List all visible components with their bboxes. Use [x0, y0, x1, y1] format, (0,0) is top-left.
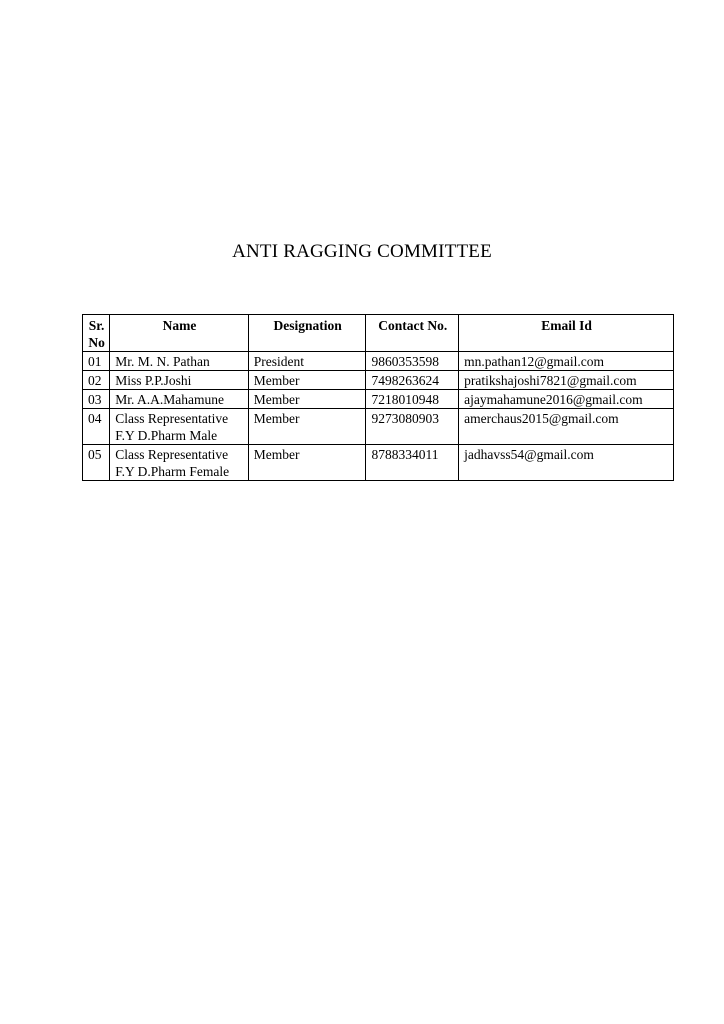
header-sr-no	[83, 315, 110, 352]
cell-name-line1: Mr. A.A.Mahamune	[115, 392, 224, 407]
cell-designation: Member	[248, 409, 366, 445]
cell-email: jadhavss54@gmail.com	[459, 445, 674, 481]
table-row	[83, 409, 674, 445]
committee-table	[82, 314, 674, 481]
table-row	[83, 352, 674, 371]
cell-designation: Member	[248, 371, 366, 390]
cell-email: ajaymahamune2016@gmail.com	[459, 390, 674, 409]
cell-name	[110, 352, 248, 371]
cell-name-line1: Mr. M. N. Pathan	[115, 354, 210, 369]
cell-designation: Member	[248, 445, 366, 481]
header-designation: Designation	[248, 315, 366, 352]
cell-name-line1: Miss P.P.Joshi	[115, 373, 192, 388]
cell-designation: Member	[248, 390, 366, 409]
cell-contact: 7498263624	[366, 371, 459, 390]
cell-contact: 8788334011	[366, 445, 459, 481]
cell-name	[110, 409, 248, 445]
table-header-row	[83, 315, 674, 352]
cell-sr: 02	[83, 371, 110, 390]
cell-email: amerchaus2015@gmail.com	[459, 409, 674, 445]
cell-name-line2: F.Y D.Pharm Female	[115, 464, 230, 479]
header-sr-line1: Sr.	[88, 318, 105, 333]
cell-sr: 04	[83, 409, 110, 445]
cell-name	[110, 445, 248, 481]
cell-name-line1: Class Representative	[115, 447, 229, 462]
cell-sr: 01	[83, 352, 110, 371]
cell-name	[110, 371, 248, 390]
cell-name-line1: Class Representative	[115, 411, 229, 426]
table-row	[83, 390, 674, 409]
cell-sr: 03	[83, 390, 110, 409]
cell-contact: 7218010948	[366, 390, 459, 409]
header-sr-line2: No	[88, 335, 105, 350]
cell-designation: President	[248, 352, 366, 371]
cell-email: mn.pathan12@gmail.com	[459, 352, 674, 371]
cell-email: pratikshajoshi7821@gmail.com	[459, 371, 674, 390]
cell-contact: 9273080903	[366, 409, 459, 445]
header-contact: Contact No.	[366, 315, 459, 352]
page-title: ANTI RAGGING COMMITTEE	[232, 241, 492, 262]
header-name: Name	[110, 315, 248, 352]
cell-sr: 05	[83, 445, 110, 481]
cell-name	[110, 390, 248, 409]
table-row	[83, 371, 674, 390]
table-row	[83, 445, 674, 481]
cell-name-line2: F.Y D.Pharm Male	[115, 428, 218, 443]
header-email: Email Id	[459, 315, 674, 352]
cell-contact: 9860353598	[366, 352, 459, 371]
